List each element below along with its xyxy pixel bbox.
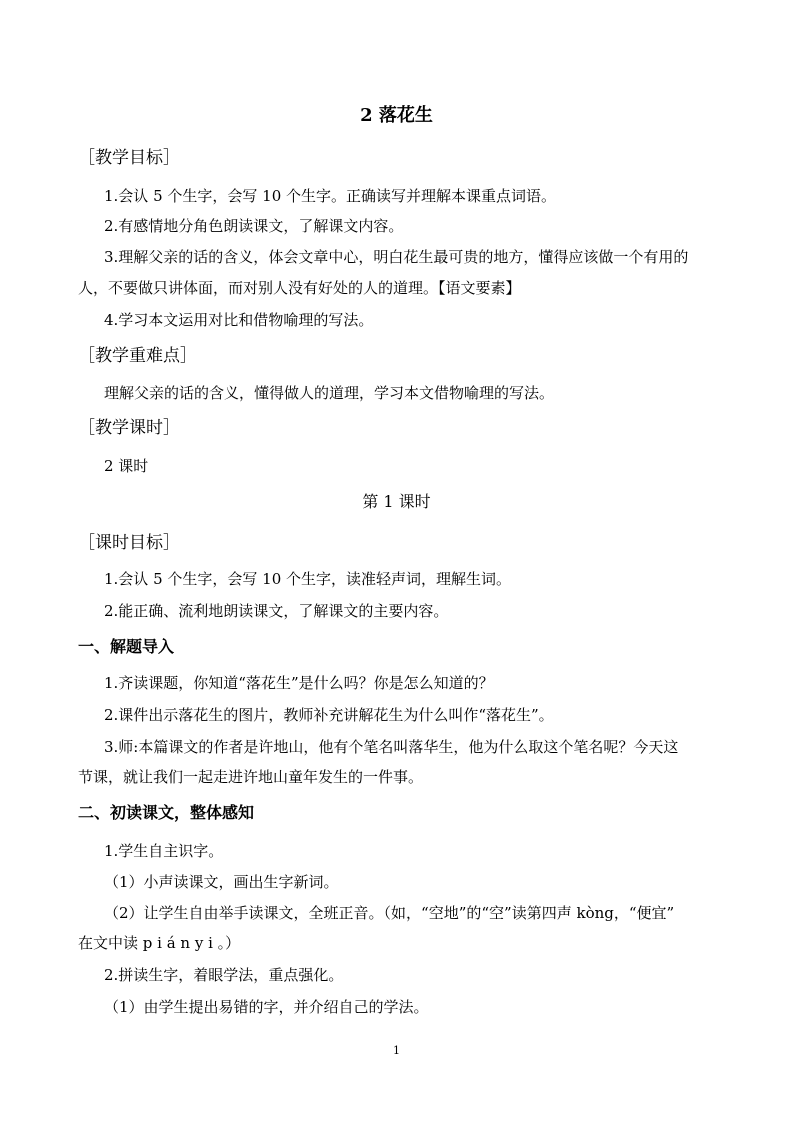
part1-line: 2.课件出示落花生的图片，教师补充讲解花生为什么叫作“落花生”。 (104, 706, 554, 724)
part2-line-continued: 在文中读 p i á n y i 。） (78, 934, 241, 952)
lesson-title: 第 1 课时 (362, 492, 431, 511)
page-number: 1 (393, 1044, 400, 1057)
part1-heading: 一、解题导入 (78, 637, 175, 656)
lesson-goal-item: 2.能正确、流利地朗读课文，了解课文的主要内容。 (104, 602, 449, 620)
part2-heading: 二、初读课文，整体感知 (78, 803, 255, 822)
part2-line: （1）由学生提出易错的字，并介绍自己的学法。 (104, 998, 429, 1016)
lesson-goal-item: 1.会认 5 个生字，会写 10 个生字，读准轻声词，理解生词。 (104, 570, 512, 588)
part1-line: 1.齐读课题，你知道“落花生”是什么吗？你是怎么知道的？ (104, 674, 494, 692)
section-difficulties: ［教学重难点］ (78, 346, 197, 366)
section-lesson-goals: ［课时目标］ (78, 533, 180, 553)
part1-line-continued: 节课，就让我们一起走进许地山童年发生的一件事。 (78, 768, 424, 786)
difficulty-text: 理解父亲的话的含义，懂得做人的道理，学习本文借物喻理的写法。 (104, 384, 555, 402)
section-class-hours: ［教学课时］ (78, 418, 180, 438)
part2-line: （1）小声读课文，画出生字新词。 (104, 873, 339, 891)
part1-line: 3.师:本篇课文的作者是许地山，他有个笔名叫落华生，他为什么取这个笔名呢？今天这 (104, 738, 679, 756)
class-hours-text: 2 课时 (104, 457, 149, 475)
goal-item: 3.理解父亲的话的含义，体会文章中心，明白花生最可贵的地方，懂得应该做一个有用的 (104, 248, 689, 266)
goal-item-continued: 人，不要做只讲体面，而对别人没有好处的人的道理。【语文要素】 (78, 279, 521, 297)
part2-line: （2）让学生自由举手读课文，全班正音。（如，“空地”的“空”读第四声 kòng，“便宜” (104, 904, 675, 922)
section-teaching-goals: ［教学目标］ (78, 148, 180, 168)
goal-item: 2.有感情地分角色朗读课文，了解课文内容。 (104, 217, 404, 235)
goal-item: 1.会认 5 个生字，会写 10 个生字。正确读写并理解本课重点词语。 (104, 187, 557, 205)
document-title: 2 落花生 (360, 105, 433, 126)
part2-line: 1.学生自主识字。 (104, 842, 224, 860)
goal-item: 4.学习本文运用对比和借物喻理的写法。 (104, 311, 374, 329)
part2-line: 2.拼读生字，着眼学法，重点强化。 (104, 966, 344, 984)
